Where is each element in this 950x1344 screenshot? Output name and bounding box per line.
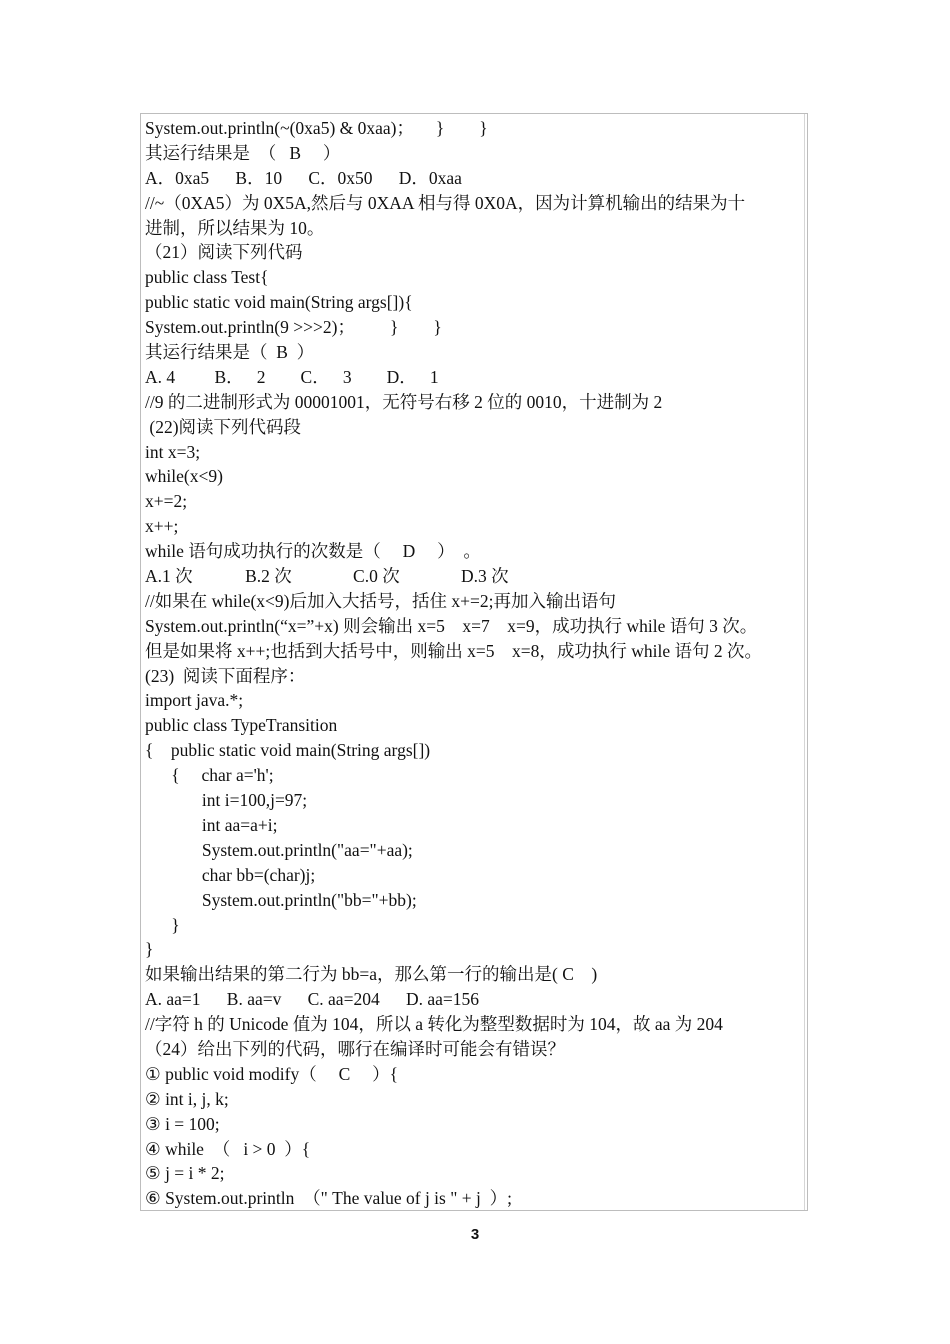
text-line: ④ while （ i > 0 ）{ <box>145 1138 311 1159</box>
text-line: 其运行结果是（ B ） <box>145 342 315 363</box>
text-line: public class Test{ <box>145 267 269 288</box>
text-line: int aa=a+i; <box>145 814 278 835</box>
text-line: A. aa=1 B. aa=v C. aa=204 D. aa=156 <box>145 989 479 1010</box>
text-line: ③ i = 100; <box>145 1113 220 1134</box>
text-line: } <box>145 939 154 960</box>
text-line: 进制，所以结果为 10。 <box>145 217 325 238</box>
text-line: char bb=(char)j; <box>145 864 316 885</box>
page-number: 3 <box>470 1226 480 1243</box>
text-line: （21）阅读下列代码 <box>145 242 303 263</box>
text-line: （24）给出下列的代码，哪行在编译时可能会有错误？ <box>145 1038 565 1059</box>
text-line: while(x<9) <box>145 466 223 487</box>
text-line: { char a='h'; <box>145 765 274 786</box>
text-line: System.out.println(“x=”+x) 则会输出 x=5 x=7 x=9，成功执行 while 语句 3 次。 <box>145 615 758 636</box>
text-line: ① public void modify（ C ）{ <box>145 1063 399 1084</box>
text-line: public static void main(String args[]){ <box>145 292 413 313</box>
document-text <box>145 116 803 1211</box>
text-line: ② int i, j, k; <box>145 1088 229 1109</box>
text-line: System.out.println(9 >>>2)； } } <box>145 317 442 338</box>
text-line: { public static void main(String args[]) <box>145 740 431 761</box>
text-line: import java.*; <box>145 690 244 711</box>
text-line: public class TypeTransition <box>145 715 338 736</box>
text-line: x++; <box>145 516 179 537</box>
text-line: (23) 阅读下面程序： <box>145 665 306 686</box>
text-line: x+=2; <box>145 491 188 512</box>
text-line: ⑥ System.out.println （" The value of j is " + j ）; <box>145 1188 512 1209</box>
text-line: 如果输出结果的第二行为 bb=a，那么第一行的输出是( C ) <box>145 964 598 985</box>
text-line: System.out.println("bb="+bb); <box>145 889 417 910</box>
text-line: } <box>145 914 180 935</box>
text-line: //9 的二进制形式为 00001001，无符号右移 2 位的 0010，十进制为 2 <box>145 391 663 412</box>
text-line: 其运行结果是 （ B ） <box>145 142 341 163</box>
text-line: while 语句成功执行的次数是（ D ） 。 <box>145 541 481 562</box>
text-line: //字符 h 的 Unicode 值为 104，所以 a 转化为整型数据时为 104，故 aa 为 204 <box>145 1014 723 1035</box>
text-line: 但是如果将 x++;也括到大括号中，则输出 x=5 x=8，成功执行 while 语句 2 次。 <box>145 640 762 661</box>
text-line: (22)阅读下列代码段 <box>145 416 302 437</box>
text-line: //~（0XA5）为 0X5A,然后与 0XAA 相与得 0X0A，因为计算机输出的结果为十 <box>145 192 746 213</box>
text-line: System.out.println(~(0xa5) & 0xaa)； } } <box>145 118 488 138</box>
text-line: A．0xa5 B．10 C．0x50 D．0xaa <box>145 167 462 188</box>
text-line: A.1 次 B.2 次 C.0 次 D.3 次 <box>145 566 509 587</box>
text-line: int i=100,j=97; <box>145 790 308 811</box>
content-frame <box>140 113 808 1211</box>
text-line: //如果在 while(x<9)后加入大括号，括住 x+=2;再加入输出语句 <box>145 590 616 611</box>
text-line: System.out.println("aa="+aa); <box>145 839 413 860</box>
text-line: A. 4 B． 2 C． 3 D． 1 <box>145 366 439 387</box>
text-line: ⑤ j = i * 2; <box>145 1163 225 1184</box>
text-line: int x=3; <box>145 441 201 462</box>
